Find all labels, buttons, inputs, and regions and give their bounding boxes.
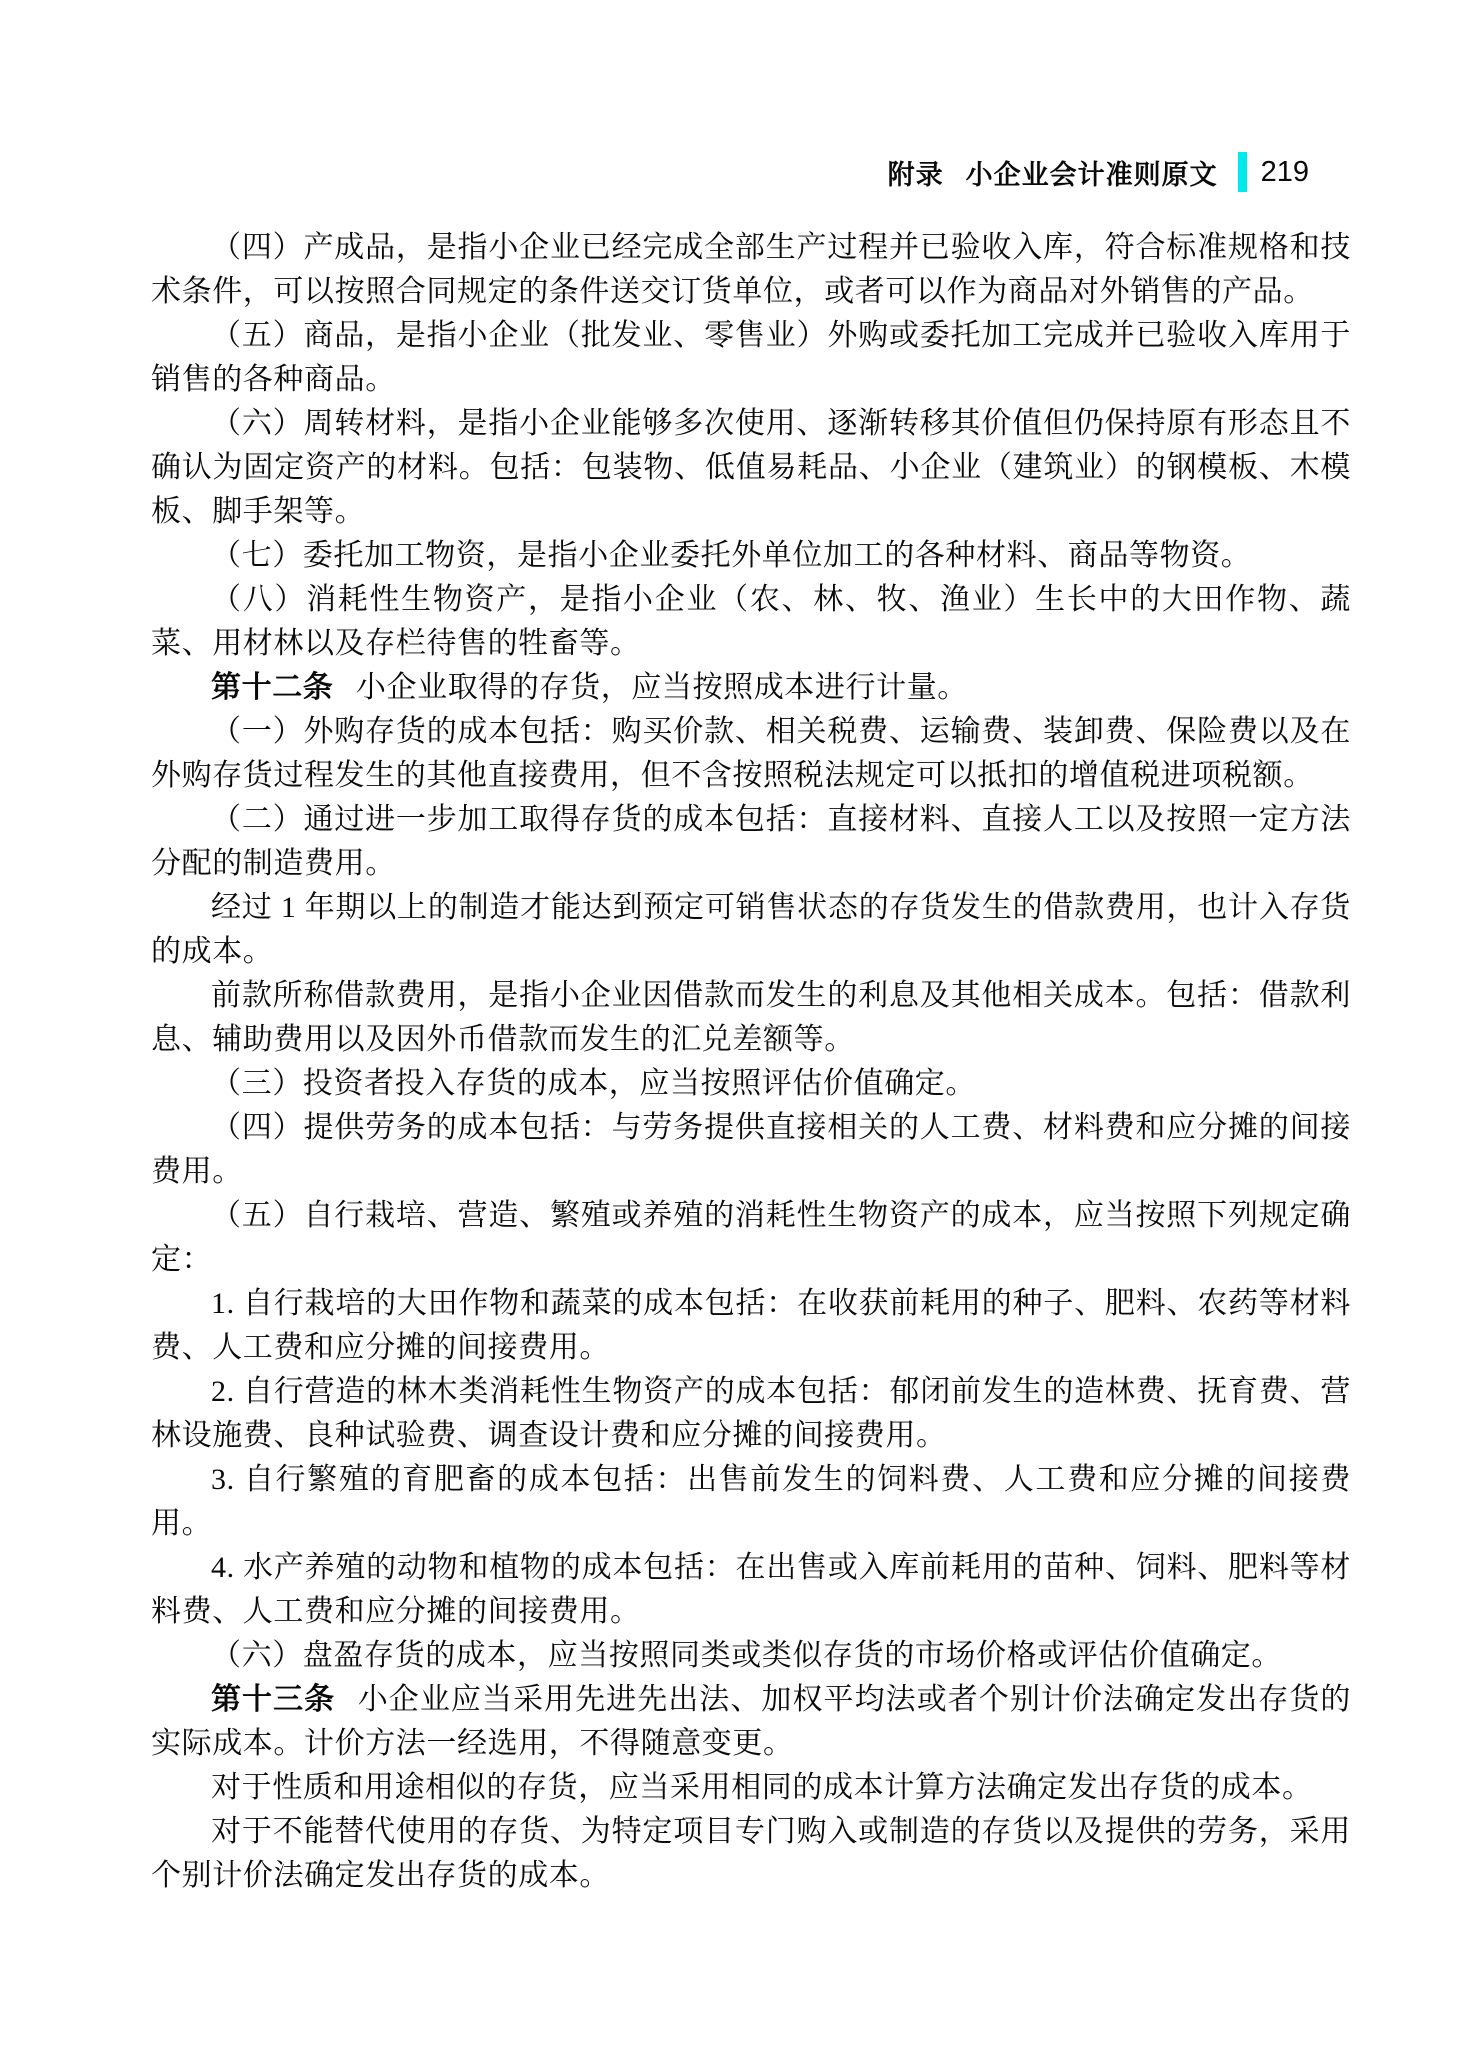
paragraph: 经过 1 年期以上的制造才能达到预定可销售状态的存货发生的借款费用，也计入存货的成本。 <box>151 891 1351 968</box>
paragraph: 2. 自行营造的林木类消耗性生物资产的成本包括：郁闭前发生的造林费、抚育费、营林设施费、良种试验费、调查设计费和应分摊的间接费用。 <box>151 1375 1351 1452</box>
paragraph: 对于性质和用途相似的存货，应当采用相同的成本计算方法确定发出存货的成本。 <box>211 1771 1313 1804</box>
paragraph: （二）通过进一步加工取得存货的成本包括：直接材料、直接人工以及按照一定方法分配的制造费用。 <box>151 803 1351 880</box>
article-number: 第十三条 <box>211 1683 336 1716</box>
paragraph: 前款所称借款费用，是指小企业因借款而发生的利息及其他相关成本。包括：借款利息、辅助费用以及因外币借款而发生的汇兑差额等。 <box>151 979 1351 1056</box>
header-accent-bar <box>1238 152 1247 192</box>
paragraph: （三）投资者投入存货的成本，应当按照评估价值确定。 <box>211 1067 976 1100</box>
page-header <box>888 152 1309 192</box>
paragraph: （六）周转材料，是指小企业能够多次使用、逐渐转移其价值但仍保持原有形态且不确认为固定资产的材料。包括：包装物、低值易耗品、小企业（建筑业）的钢模板、木模板、脚手架等。 <box>151 407 1351 528</box>
document-body <box>151 226 1351 1898</box>
article-number: 第十二条 <box>211 671 334 704</box>
paragraph: （八）消耗性生物资产，是指小企业（农、林、牧、渔业）生长中的大田作物、蔬菜、用材林以及存栏待售的牲畜等。 <box>151 583 1351 660</box>
paragraph: 3. 自行繁殖的育肥畜的成本包括：出售前发生的饲料费、人工费和应分摊的间接费用。 <box>151 1463 1351 1540</box>
header-section-label: 附录 <box>887 159 944 190</box>
paragraph: （四）产成品，是指小企业已经完成全部生产过程并已验收入库，符合标准规格和技术条件，可以按照合同规定的条件送交订货单位，或者可以作为商品对外销售的产品。 <box>151 231 1351 308</box>
paragraph: 对于不能替代使用的存货、为特定项目专门购入或制造的存货以及提供的劳务，采用个别计价法确定发出存货的成本。 <box>151 1815 1351 1892</box>
paragraph: （七）委托加工物资，是指小企业委托外单位加工的各种材料、商品等物资。 <box>211 539 1252 572</box>
paragraph: （五）商品，是指小企业（批发业、零售业）外购或委托加工完成并已验收入库用于销售的各种商品。 <box>151 319 1351 396</box>
paragraph: （五）自行栽培、营造、繁殖或养殖的消耗性生物资产的成本，应当按照下列规定确定： <box>151 1199 1351 1276</box>
page-number: 219 <box>1260 155 1309 188</box>
paragraph: （六）盘盈存货的成本，应当按照同类或类似存货的市场价格或评估价值确定。 <box>211 1639 1282 1672</box>
paragraph: （一）外购存货的成本包括：购买价款、相关税费、运输费、装卸费、保险费以及在外购存货过程发生的其他直接费用，但不含按照税法规定可以抵扣的增值税进项税额。 <box>151 715 1351 792</box>
paragraph: （四）提供劳务的成本包括：与劳务提供直接相关的人工费、材料费和应分摊的间接费用。 <box>151 1111 1351 1188</box>
paragraph: 4. 水产养殖的动物和植物的成本包括：在出售或入库前耗用的苗种、饲料、肥料等材料费、人工费和应分摊的间接费用。 <box>151 1551 1351 1628</box>
header-chapter-title: 小企业会计准则原文 <box>965 159 1218 190</box>
article-paragraph: 第十二条 小企业取得的存货，应当按照成本进行计量。 <box>211 671 968 704</box>
article-paragraph: 第十三条 小企业应当采用先进先出法、加权平均法或者个别计价法确定发出存货的实际成本。计价方法一经选用，不得随意变更。 <box>151 1683 1351 1760</box>
paragraph: 1. 自行栽培的大田作物和蔬菜的成本包括：在收获前耗用的种子、肥料、农药等材料费、人工费和应分摊的间接费用。 <box>151 1287 1351 1364</box>
